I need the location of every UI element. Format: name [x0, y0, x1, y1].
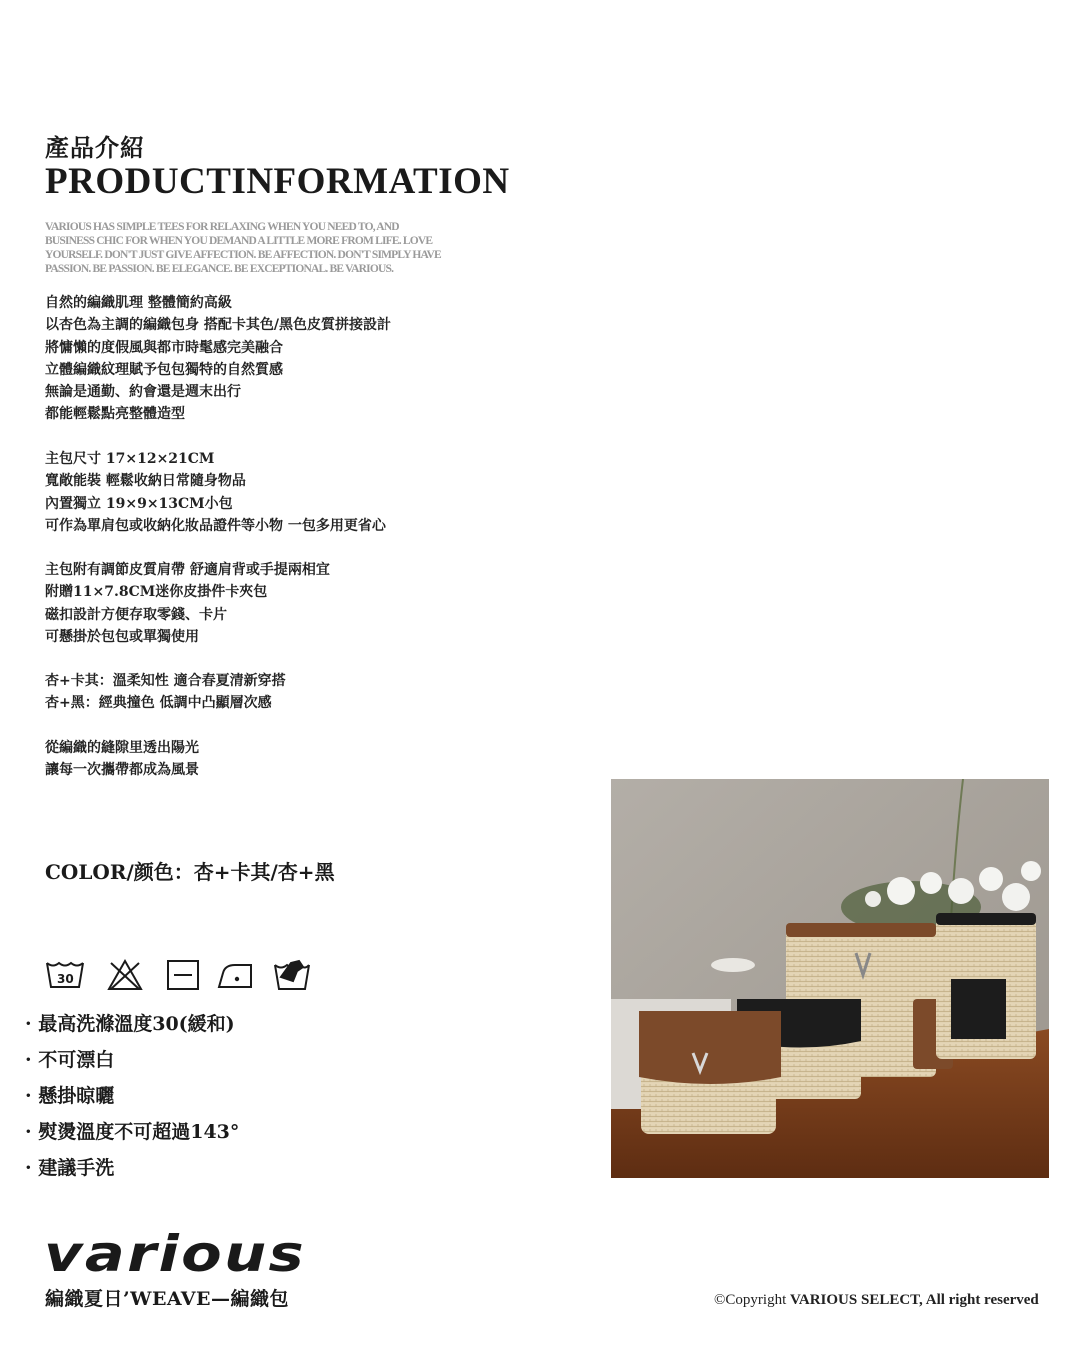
care-item: · 建議手洗 [25, 1157, 115, 1179]
description-line: 杏+卡其：溫柔知性 適合春夏清新穿搭 [45, 673, 286, 689]
description-line: 無論是通勤、約會還是週末出行 [45, 384, 241, 401]
product-photo [611, 779, 1049, 1178]
description-line: 內置獨立 19×9×13CM小包 [45, 495, 233, 512]
tagline-line: BUSINESS CHIC FOR WHEN YOU DEMAND A LITTLE MORE FROM LIFE. LOVE [45, 235, 433, 247]
page-title-en: PRODUCTINFORMATION [45, 161, 510, 202]
description-size [45, 448, 386, 537]
description-line: 立體編織紋理賦予包包獨特的自然質感 [45, 361, 283, 378]
hand-wash-icon [275, 961, 309, 989]
description-line: 讓每一次攜帶都成為風景 [45, 762, 199, 779]
no-bleach-icon [109, 961, 141, 989]
description-accessories [45, 559, 330, 648]
bag-large-black [936, 913, 1036, 1059]
tagline-line: YOURSELF. DON'T JUST GIVE AFFECTION. BE AFFECTION. DON'T SIMPLY HAVE [45, 249, 441, 261]
logo-text: various [44, 1233, 306, 1277]
page-title-zh: 產品介紹 [45, 133, 145, 162]
description-features [45, 292, 391, 426]
description-line: 可懸掛於包包或單獨使用 [45, 628, 199, 645]
color-options: COLOR/颜色：杏+卡其/杏+黑 [45, 860, 335, 884]
care-instructions [25, 1006, 239, 1186]
description-line: 可作為單肩包或收納化妝品證件等小物 一包多用更省心 [45, 517, 386, 534]
dish-prop [711, 958, 755, 972]
bag-small-brown [639, 1011, 781, 1134]
description-line: 都能輕鬆點亮整體造型 [45, 406, 185, 423]
care-icons-row [45, 957, 310, 993]
description-line: 杏+黑：經典撞色 低調中凸顯層次感 [45, 695, 272, 712]
description-line: 主包附有調節皮質肩帶 舒適肩背或手提兩相宜 [45, 562, 330, 578]
wash-temp-label: 30 [57, 972, 74, 986]
copyright-notice [714, 1292, 1039, 1309]
copyright-owner: VARIOUS SELECT, All right reserved [789, 1292, 1039, 1308]
care-item: · 熨燙溫度不可超過143° [25, 1121, 240, 1143]
copyright-prefix: ©Copyright [714, 1292, 790, 1308]
description-line: 將慵懶的度假風與都市時髦感完美融合 [45, 339, 283, 356]
description-line: 附贈11×7.8CM迷你皮掛件卡夾包 [45, 584, 268, 601]
description-line: 從編織的縫隙里透出陽光 [45, 740, 199, 756]
wash-30-icon [47, 963, 83, 987]
brand-logo [44, 1233, 308, 1277]
care-item: · 懸掛晾曬 [25, 1085, 115, 1107]
description-line: 自然的編織肌理 整體簡約高級 [45, 295, 232, 311]
hang-dry-icon [168, 961, 198, 989]
iron-low-icon [219, 965, 251, 987]
care-item: · 不可漂白 [25, 1049, 115, 1071]
description-colorways [45, 670, 286, 715]
care-item: · 最高洗滌溫度30(緩和) [25, 1013, 235, 1035]
description-line: 寬敞能裝 輕鬆收納日常隨身物品 [45, 473, 246, 490]
collection-subtitle: 編織夏日’WEAVE—編織包 [45, 1288, 290, 1310]
description-line: 以杏色為主調的編織包身 搭配卡其色/黑色皮質拼接設計 [45, 317, 391, 334]
tagline-line: PASSION. BE PASSION. BE ELEGANCE. BE EXCEPTIONAL. BE VARIOUS. [45, 263, 394, 275]
description-line: 磁扣設計方便存取零錢、卡片 [45, 606, 227, 623]
description-closing [45, 737, 199, 782]
brand-tagline [45, 220, 515, 276]
tagline-line: VARIOUS HAS SIMPLE TEES FOR RELAXING WHEN YOU NEED TO, AND [45, 221, 399, 233]
description-line: 主包尺寸 17×12×21CM [45, 451, 215, 467]
